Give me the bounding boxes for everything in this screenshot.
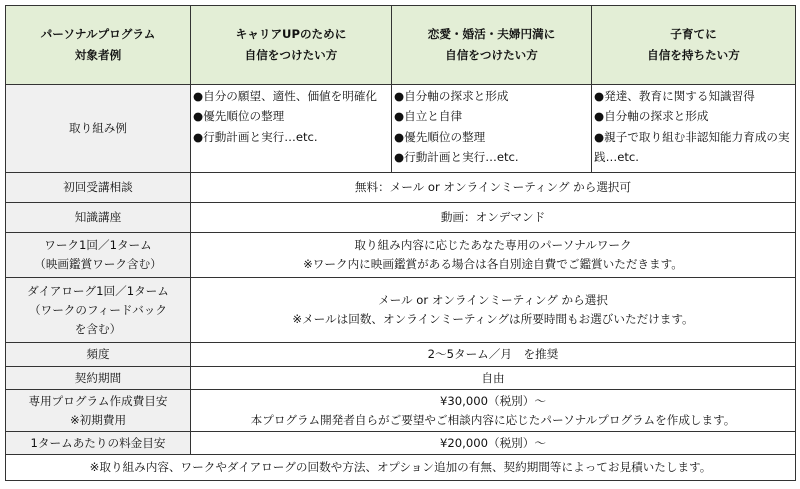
bullet-item: ●優先順位の整理 xyxy=(394,129,486,144)
per-term-fee-row xyxy=(6,432,796,455)
examples-romance xyxy=(392,85,592,173)
row-value xyxy=(191,203,796,233)
header-cell-parenting xyxy=(592,6,796,85)
row-value xyxy=(191,233,796,278)
bullet-item: ●発達、教育に関する知識習得 xyxy=(594,89,755,103)
header-text: 自信をつけたい方 xyxy=(244,48,338,62)
row-label-text: 専用プログラム作成費目安 xyxy=(28,393,168,408)
row-value-text: 2〜5ターム／月 を推奨 xyxy=(427,347,559,361)
header-row xyxy=(6,6,796,85)
bullet-item: ●行動計画と実行…etc. xyxy=(394,149,519,164)
row-label xyxy=(6,343,191,367)
price-text: ¥30,000（税別）〜 xyxy=(440,393,546,408)
header-cell-career xyxy=(191,6,392,85)
work-row xyxy=(6,233,796,278)
header-text: パーソナルプログラム xyxy=(40,27,156,41)
row-label-text: ワーク1回／1ターム xyxy=(44,238,152,252)
row-label-text: （映画鑑賞ワーク含む） xyxy=(34,257,162,271)
header-text: 自信を持ちたい方 xyxy=(647,48,740,62)
bullet-item: ●優先順位の整理 xyxy=(193,109,285,124)
row-label xyxy=(6,173,191,203)
row-value-text: 動画：オンデマンド xyxy=(440,210,546,224)
row-label: 取り組み例 xyxy=(6,85,191,173)
row-value xyxy=(191,367,796,390)
footnote-row xyxy=(6,455,796,481)
row-value-text: 無料：メール or オンラインミーティング から選択可 xyxy=(354,180,632,194)
row-value-text: 取り組み内容に応じたあなた専用のパーソナルワーク xyxy=(354,238,632,252)
row-value xyxy=(191,173,796,203)
bullet-item: ●親子で取り組む非認知能力育成の実践…etc. xyxy=(594,129,790,164)
row-label-text: 契約期間 xyxy=(74,370,122,385)
row-label xyxy=(6,367,191,390)
row-label-text: ※初期費用 xyxy=(69,412,127,427)
dialogue-row xyxy=(6,278,796,343)
price-text: ¥20,000（税別）〜 xyxy=(440,435,546,450)
row-label xyxy=(6,432,191,455)
header-text: キャリアUPのために xyxy=(235,27,347,41)
row-label-text: 初回受講相談 xyxy=(63,180,133,194)
row-label xyxy=(6,390,191,432)
row-label-text: 頻度 xyxy=(86,347,110,361)
bullet-item: ●自分軸の探求と形成 xyxy=(394,89,509,103)
row-value-note: ※メールは回数、オンラインミーティングは所要時間もお選びいただけます。 xyxy=(292,312,694,326)
bullet-item: ●自分軸の探求と形成 xyxy=(594,109,709,124)
pricing-table xyxy=(5,5,796,481)
header-text: 恋愛・婚活・夫婦円満に xyxy=(427,27,556,41)
row-label xyxy=(6,233,191,278)
row-label xyxy=(6,203,191,233)
row-label-text: ダイアローグ1回／1ターム xyxy=(27,283,169,298)
program-creation-fee-row xyxy=(6,390,796,432)
first-consultation-row xyxy=(6,173,796,203)
knowledge-course-row xyxy=(6,203,796,233)
bullet-item: ●自分の願望、適性、価値を明確化 xyxy=(193,89,378,103)
examples-career xyxy=(191,85,392,173)
examples-row xyxy=(6,85,796,173)
row-value xyxy=(191,278,796,343)
header-text: 自信をつけたい方 xyxy=(445,48,538,62)
header-text: 子育てに xyxy=(670,27,717,41)
row-value xyxy=(191,343,796,367)
row-value-note: 本プログラム開発者自らがご要望やご相談内容に応じたパーソナルプログラムを作成します。 xyxy=(250,412,736,427)
frequency-row xyxy=(6,343,796,367)
contract-period-row xyxy=(6,367,796,390)
row-value-text: 自由 xyxy=(481,370,505,385)
row-value-note: ※ワーク内に映画鑑賞がある場合は各自別途自費でご鑑賞いただきます。 xyxy=(303,257,683,271)
bullet-item: ●自立と自律 xyxy=(394,109,463,124)
footnote: ※取り組み内容、ワークやダイアローグの回数や方法、オプション追加の有無、契約期間等によってお見積いたします。 xyxy=(6,455,796,481)
row-label-text: （ワークのフィードバック xyxy=(29,302,167,317)
header-cell-program xyxy=(6,6,191,85)
row-label-text: 知識講座 xyxy=(74,210,122,224)
row-label xyxy=(6,278,191,343)
row-value xyxy=(191,432,796,455)
header-text: 対象者例 xyxy=(74,48,122,62)
header-cell-romance xyxy=(392,6,592,85)
bullet-item: ●行動計画と実行…etc. xyxy=(193,129,318,144)
row-value xyxy=(191,390,796,432)
row-value-text: メール or オンラインミーティング から選択 xyxy=(378,293,608,307)
examples-parenting xyxy=(592,85,796,173)
row-label-text: 1タームあたりの料金目安 xyxy=(30,435,166,450)
row-label-text: を含む） xyxy=(74,321,122,336)
